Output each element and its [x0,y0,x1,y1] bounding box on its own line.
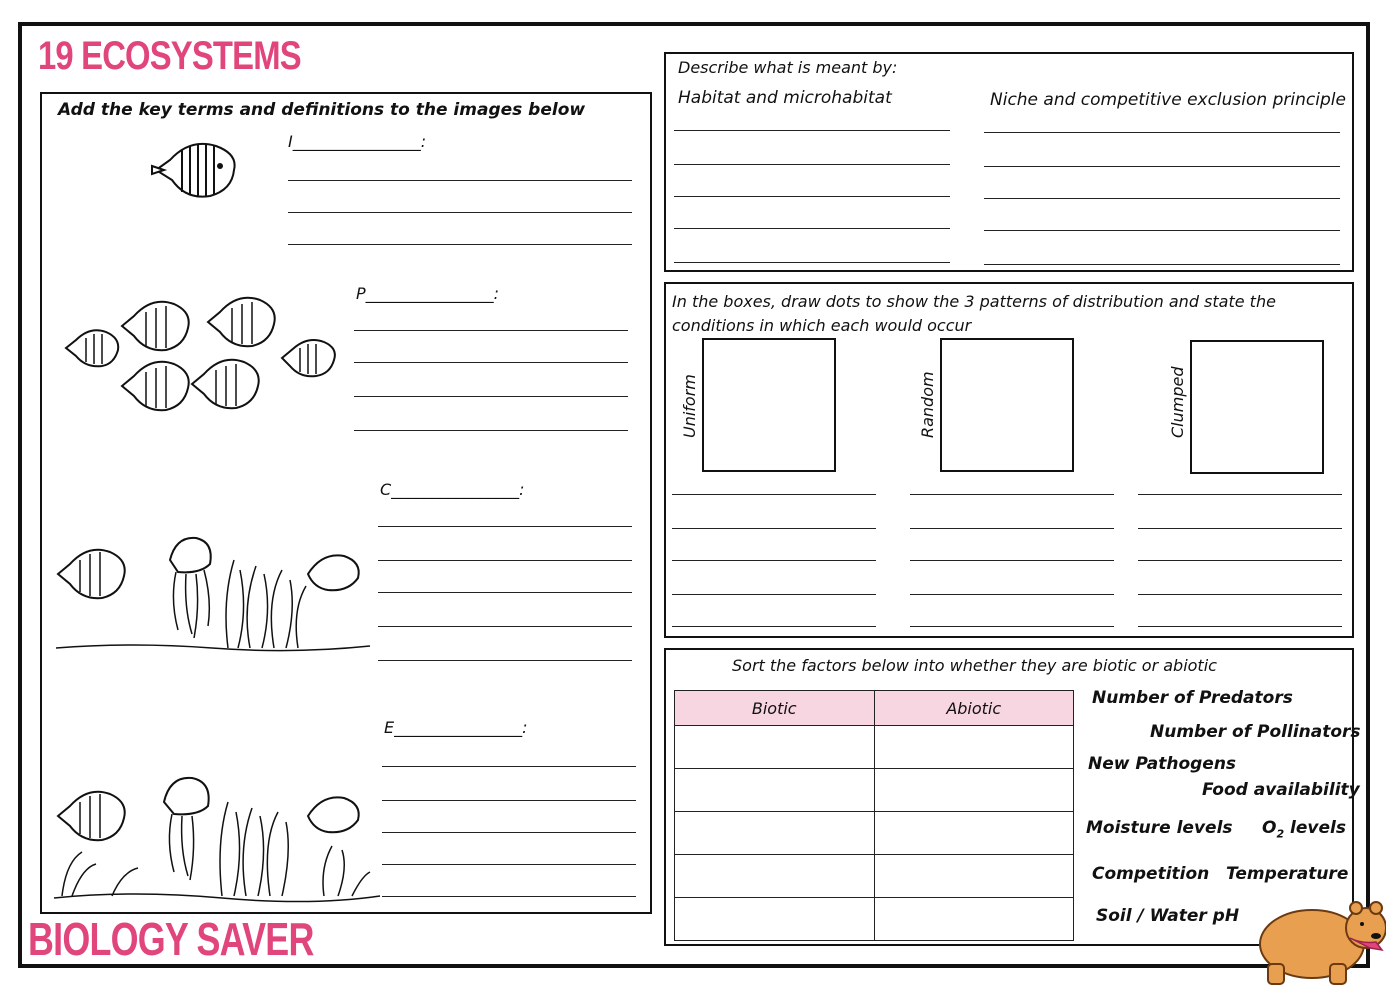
answer-line[interactable] [984,166,1340,167]
biotic-header: Biotic [675,691,875,726]
abiotic-cell[interactable] [874,898,1074,941]
brand-logo: BIOLOGY SAVER [28,913,314,965]
answer-line[interactable] [674,196,950,197]
answer-line[interactable] [910,626,1114,627]
biotic-cell[interactable] [675,726,875,769]
factor-predators: Number of Predators [1092,688,1293,708]
answer-line[interactable] [672,560,876,561]
answer-line[interactable] [354,430,628,431]
term-prompt-individual: I________________: [288,132,427,151]
answer-line[interactable] [672,594,876,595]
factor-pollinators: Number of Pollinators [1150,722,1361,742]
answer-line[interactable] [910,560,1114,561]
abiotic-header: Abiotic [874,691,1074,726]
abiotic-cell[interactable] [874,855,1074,898]
answer-line[interactable] [382,800,636,801]
biotic-cell[interactable] [675,855,875,898]
answer-line[interactable] [1138,626,1342,627]
answer-line[interactable] [1138,594,1342,595]
niche-heading: Niche and competitive exclusion principle [990,90,1346,110]
answer-line[interactable] [984,198,1340,199]
biotic-cell[interactable] [675,769,875,812]
answer-line[interactable] [354,396,628,397]
community-illustration [52,530,372,660]
key-terms-instruction: Add the key terms and definitions to the images below [58,100,586,120]
factor-competition: Competition [1092,864,1210,884]
distribution-instruction-line2: conditions in which each would occur [672,316,972,335]
ecosystem-illustration [52,772,382,912]
answer-line[interactable] [382,832,636,833]
biotic-abiotic-table [674,690,1074,941]
sort-instruction: Sort the factors below into whether they are biotic or abiotic [732,656,1217,675]
clumped-label: Clumped [1168,366,1187,438]
answer-line[interactable] [378,592,632,593]
abiotic-cell[interactable] [874,726,1074,769]
page-title: 19 ECOSYSTEMS [38,34,301,78]
answer-line[interactable] [910,494,1114,495]
answer-line[interactable] [910,528,1114,529]
answer-line[interactable] [382,766,636,767]
describe-heading: Describe what is meant by: [678,58,898,77]
answer-line[interactable] [672,528,876,529]
single-fish-illustration [150,136,240,200]
factor-temperature: Temperature [1226,864,1349,884]
answer-line[interactable] [1138,528,1342,529]
factor-o2: $O_2$ levels [1262,818,1346,841]
answer-line[interactable] [382,864,636,865]
answer-line[interactable] [984,132,1340,133]
answer-line[interactable] [1138,560,1342,561]
answer-line[interactable] [674,130,950,131]
random-drawing-box[interactable] [940,338,1074,472]
answer-line[interactable] [674,262,950,263]
answer-line[interactable] [288,212,632,213]
abiotic-cell[interactable] [874,769,1074,812]
uniform-drawing-box[interactable] [702,338,836,472]
factor-soil: Soil / Water pH [1096,906,1240,926]
answer-line[interactable] [378,526,632,527]
answer-line[interactable] [1138,494,1342,495]
abiotic-cell[interactable] [874,812,1074,855]
answer-line[interactable] [984,264,1340,265]
answer-line[interactable] [378,626,632,627]
term-prompt-population: P________________: [356,284,500,303]
answer-line[interactable] [354,362,628,363]
answer-line[interactable] [378,560,632,561]
fish-population-illustration [62,286,342,436]
biotic-cell[interactable] [675,812,875,855]
biotic-cell[interactable] [675,898,875,941]
bear-mascot-icon [1254,892,1386,986]
answer-line[interactable] [288,244,632,245]
term-prompt-ecosystem: E________________: [384,718,528,737]
random-label: Random [918,371,937,438]
term-prompt-community: C________________: [380,480,525,499]
answer-line[interactable] [354,330,628,331]
answer-line[interactable] [378,660,632,661]
answer-line[interactable] [288,180,632,181]
uniform-label: Uniform [680,374,699,438]
factor-moisture: Moisture levels [1086,818,1233,838]
answer-line[interactable] [674,228,950,229]
answer-line[interactable] [910,594,1114,595]
answer-line[interactable] [674,164,950,165]
answer-line[interactable] [984,230,1340,231]
answer-line[interactable] [382,896,636,897]
distribution-instruction-line1: In the boxes, draw dots to show the 3 patterns of distribution and state the [672,292,1276,311]
factor-food: Food availability [1202,780,1360,800]
describe-panel [664,52,1354,272]
clumped-drawing-box[interactable] [1190,340,1324,474]
answer-line[interactable] [672,494,876,495]
answer-line[interactable] [672,626,876,627]
factor-pathogens: New Pathogens [1088,754,1237,774]
habitat-heading: Habitat and microhabitat [678,88,892,108]
